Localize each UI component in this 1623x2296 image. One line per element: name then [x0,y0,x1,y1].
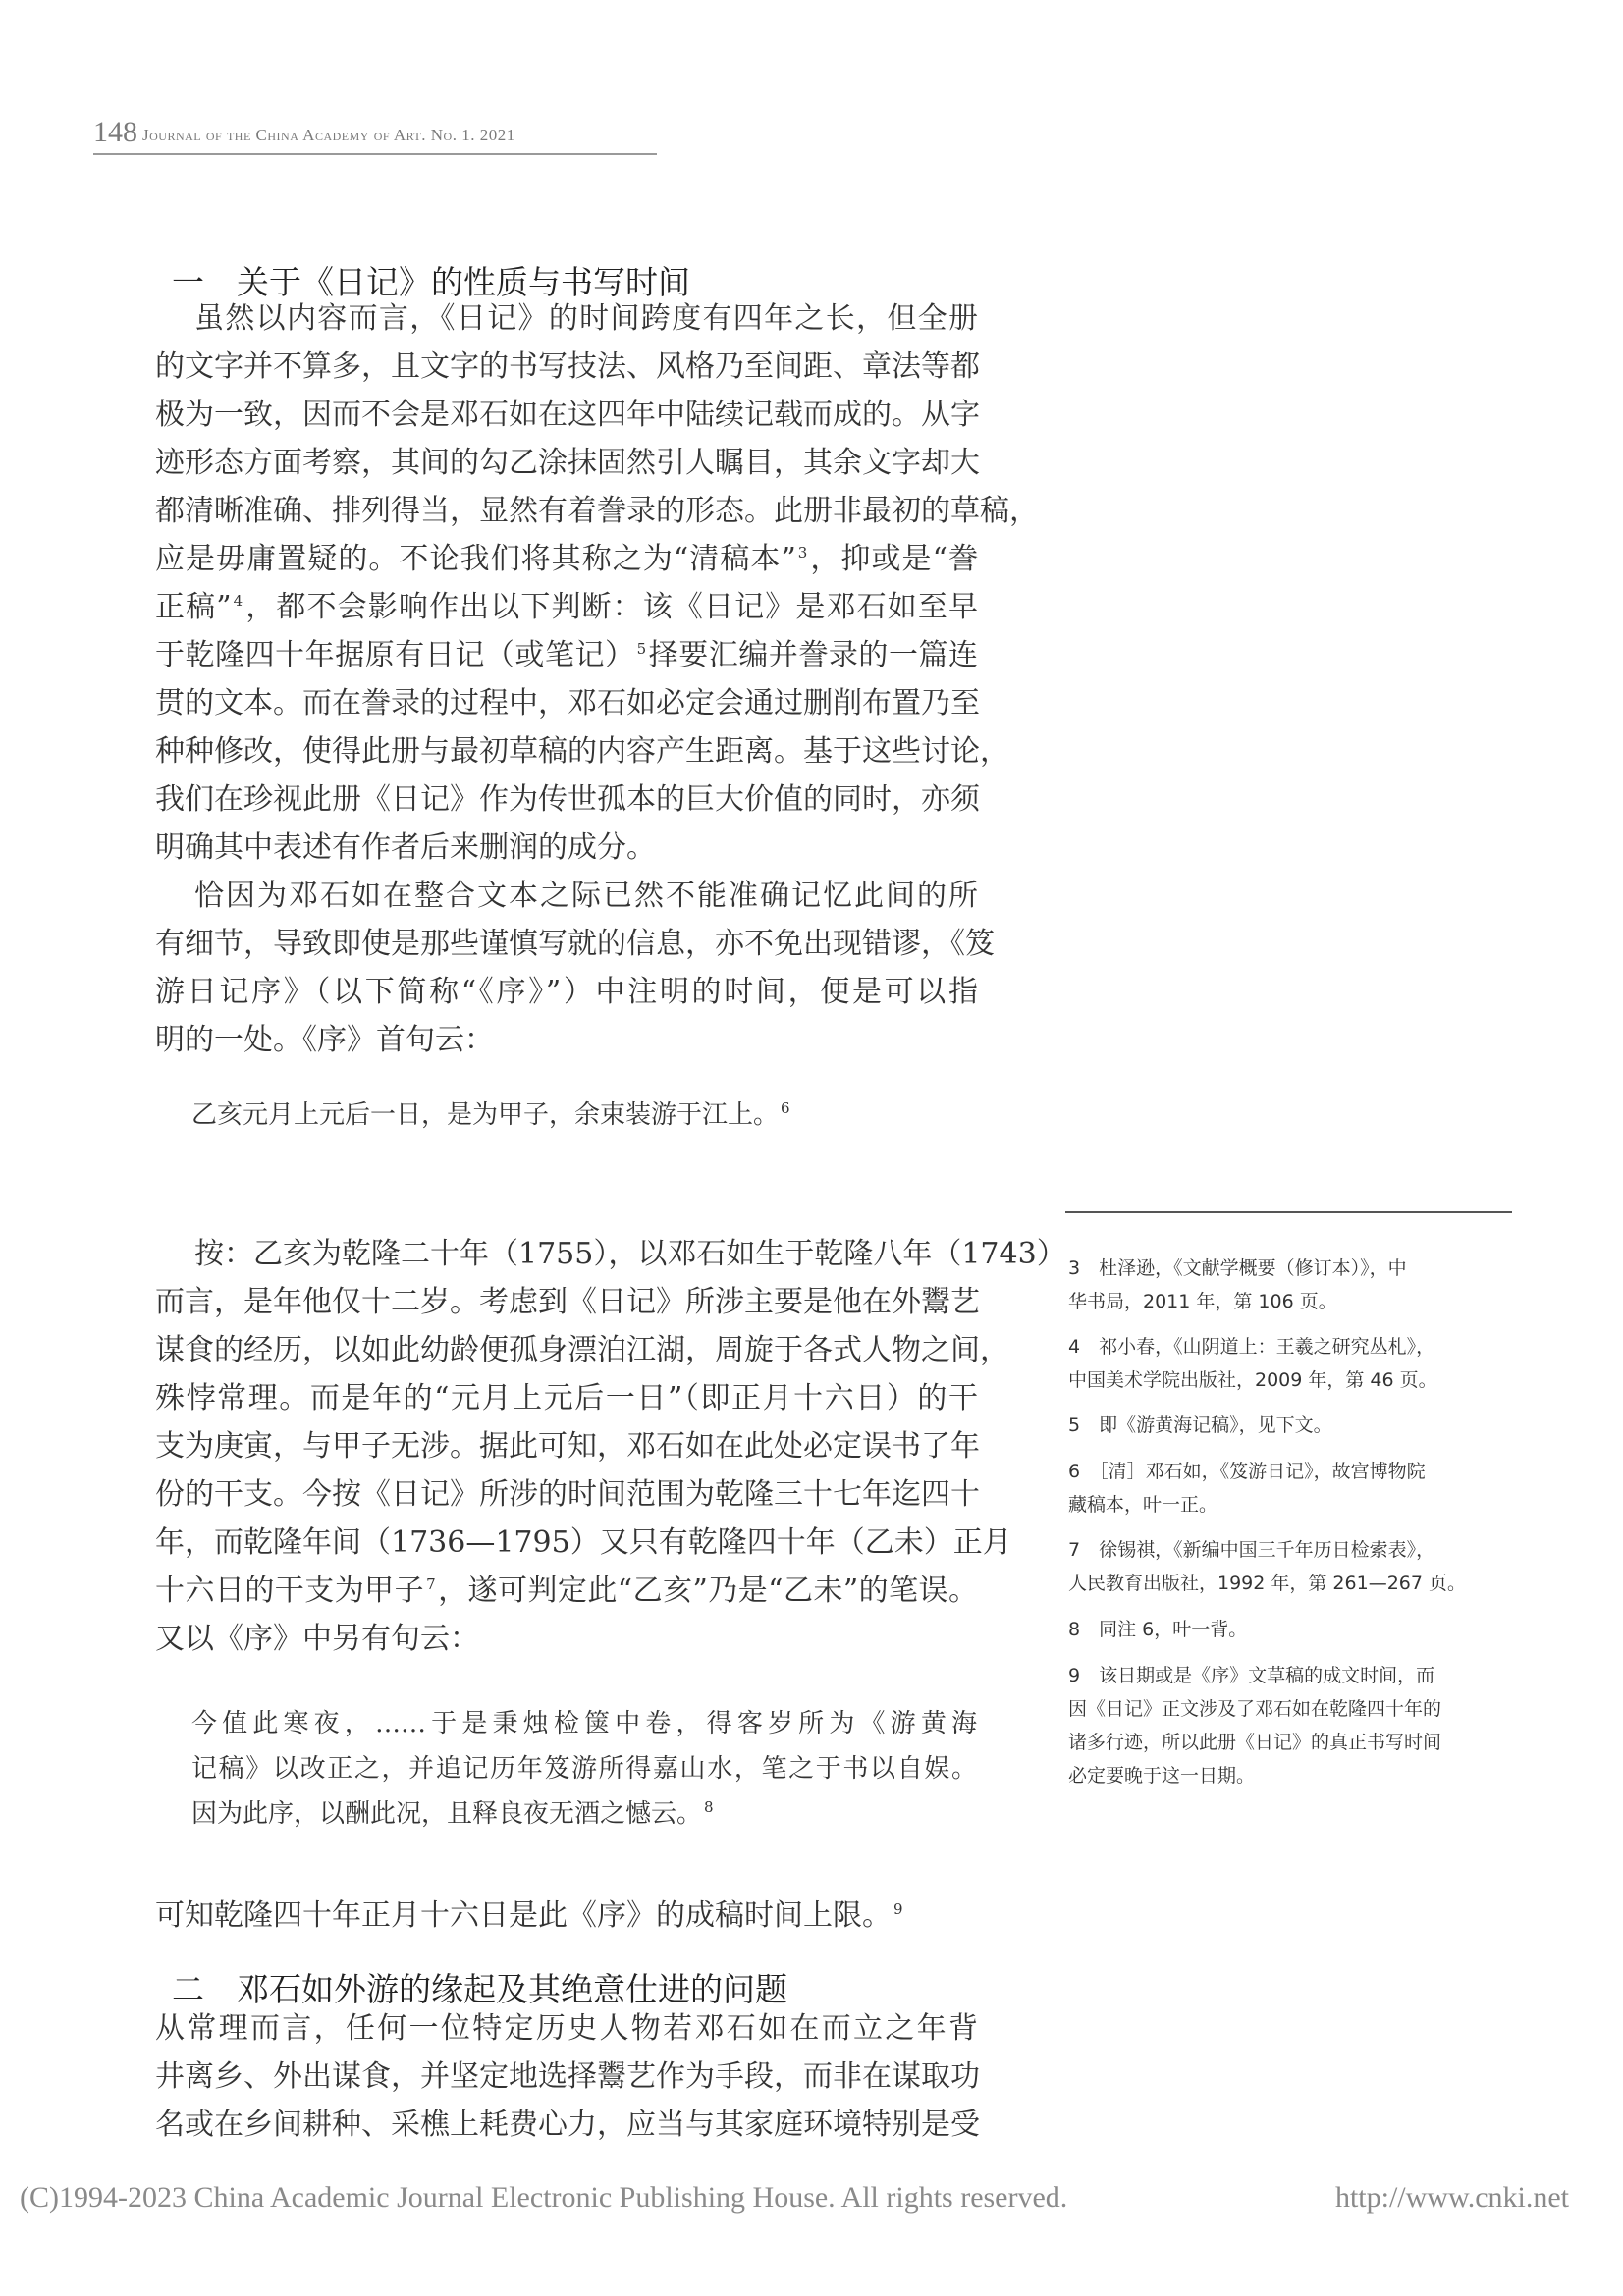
text-line: 而言，是年他仅十二岁。考虑到《日记》所涉主要是他在外鬻艺 [155,1285,980,1319]
footnote-8 [1068,1613,1512,1646]
footnote-line: 必定要晚于这一日期。 [1068,1765,1256,1787]
footnote-line: 华书局，2011 年，第 106 页。 [1068,1291,1337,1312]
text-line: 按：乙亥为乾隆二十年（1755），以邓石如生于乾隆八年（1743） [194,1237,1066,1271]
footnote-ref[interactable]: 3 [797,544,808,561]
footnote-line: 8 同注 6，叶一背。 [1068,1619,1248,1640]
text-line: 有细节，导致即使是那些谨慎写就的信息，亦不免出现错谬，《笈 [155,927,995,961]
footnote-line: 中国美术学院出版社，2009 年，第 46 页。 [1068,1369,1437,1391]
text-line: 恰因为邓石如在整合文本之际已然不能准确记忆此间的所 [194,879,978,913]
text-segment: ，都不会影响作出以下判断：该《日记》是邓石如至早 [244,590,978,624]
footnote-3 [1068,1252,1512,1318]
text-line: 又以《序》中另有句云： [155,1622,479,1656]
footnote-line: 6 ［清］邓石如，《笈游日记》，故宫博物院 [1068,1461,1426,1482]
text-line: 殊悖常理。而是年的“元月上元后一日”（即正月十六日）的干 [155,1381,978,1415]
section-heading-1: 一 关于《日记》的性质与书写时间 [172,263,690,301]
text-line: 名或在乡间耕种、采樵上耗费心力，应当与其家庭环境特别是受 [155,2108,980,2142]
text-segment: 可知乾隆四十年正月十六日是此《序》的成稿时间上限。 [155,1898,892,1933]
footnote-rule [1065,1211,1512,1213]
footnote-line: 藏稿本，叶一正。 [1068,1494,1218,1516]
text-line [155,1567,978,1615]
text-line: 游日记序》（以下简称“《序》”）中注明的时间，便是可以指 [155,975,978,1009]
text-segment: 应是毋庸置疑的。不论我们将其称之为“清稿本” [155,542,796,576]
footnote-ref[interactable]: 7 [426,1575,436,1593]
copyright-text: (C)1994-2023 China Academic Journal Electronic Publishing House. All rights reserved. [20,2181,1068,2214]
text-line [155,631,978,679]
text-line: 年，而乾隆年间（1736—1795）又只有乾隆四十年（乙未）正月 [155,1525,1012,1560]
text-line: 从常理而言，任何一位特定历史人物若邓石如在而立之年背 [155,2011,978,2046]
footnote-ref[interactable]: 8 [704,1798,714,1817]
text-segment: 因为此序，以酬此况，且释良夜无酒之憾云。 [191,1799,703,1829]
running-header [93,118,657,155]
footnote-line: 3 杜泽逊，《文献学概要（修订本）》，中 [1068,1257,1407,1279]
footnote-6 [1068,1455,1512,1522]
block-quote [191,1701,977,1837]
text-line: 谋食的经历，以如此幼龄便孤身漂泊江湖，周旋于各式人物之间， [155,1333,1009,1367]
footnote-7 [1068,1533,1512,1600]
footnote-ref[interactable]: 4 [233,592,243,610]
text-line [155,1892,978,1940]
text-line [155,535,978,583]
cnki-link[interactable]: http://www.cnki.net [1334,2181,1569,2214]
text-line: 井离乡、外出谋食，并坚定地选择鬻艺作为手段，而非在谋取功 [155,2059,980,2094]
text-segment: 十六日的干支为甲子 [155,1574,425,1608]
body-paragraph [155,872,995,1064]
footnote-4 [1068,1330,1512,1397]
footnote-line: 5 即《游黄海记稿》，见下文。 [1068,1415,1332,1436]
quote-line [191,1791,977,1837]
footnote-ref[interactable]: 6 [781,1099,790,1118]
footnote-ref[interactable]: 5 [636,640,647,658]
text-line: 极为一致，因而不会是邓石如在这四年中陆续记载而成的。从字 [155,398,980,432]
footnote-line: 9 该日期或是《序》文草稿的成文时间，而 [1068,1665,1435,1686]
body-paragraph [155,2004,978,2149]
text-line: 我们在珍视此册《日记》作为传世孤本的巨大价值的同时，亦须 [155,782,980,817]
copyright-footer [20,2181,1610,2215]
body-paragraph [155,1892,978,1940]
text-line: 份的干支。今按《日记》所涉的时间范围为乾隆三十七年迄四十 [155,1477,980,1512]
footnote-5 [1068,1409,1512,1442]
text-line [155,583,978,631]
footnote-line: 诸多行迹，所以此册《日记》的真正书写时间 [1068,1732,1442,1753]
footnote-line: 4 祁小春，《山阴道上：王羲之研究丛札》， [1068,1336,1435,1358]
quote-line: 记稿》以改正之，并追记历年笈游所得嘉山水，笔之于书以自娱。 [191,1754,977,1784]
journal-title: Journal of the China Academy of Art. No. 1. 2021 [142,126,515,144]
footnote-line: 因《日记》正文涉及了邓石如在乾隆四十年的 [1068,1698,1442,1720]
footnote-line: 7 徐锡祺，《新编中国三千年历日检索表》， [1068,1539,1435,1561]
text-segment: 择要汇编并誊录的一篇连 [648,638,979,672]
footnote-ref[interactable]: 9 [893,1900,903,1918]
footnote-line: 人民教育出版社，1992 年，第 261—267 页。 [1068,1573,1467,1594]
footnote-9 [1068,1659,1512,1792]
text-segment: 正稿” [155,590,232,624]
text-line: 贯的文本。而在誊录的过程中，邓石如必定会通过删削布置乃至 [155,686,980,721]
text-segment: ，遂可判定此“乙亥”乃是“乙未”的笔误。 [437,1574,979,1608]
quote-line: 今值此寒夜，……于是秉烛检箧中卷，得客岁所为《游黄海 [191,1709,977,1738]
block-quote [191,1093,977,1138]
text-line: 虽然以内容而言，《日记》的时间跨度有四年之长，但全册 [194,301,978,336]
text-line: 明确其中表述有作者后来删润的成分。 [155,830,656,865]
text-line: 的文字并不算多，且文字的书写技法、风格乃至间距、章法等都 [155,349,980,384]
body-paragraph [155,294,1039,872]
text-segment: 于乾隆四十年据原有日记（或笔记） [155,638,635,672]
page-number: 148 [93,116,137,148]
text-segment: 乙亥元月上元后一日，是为甲子，余束装游于江上。 [191,1100,780,1130]
body-paragraph [155,1230,1066,1663]
text-line: 明的一处。《序》首句云： [155,1023,494,1057]
text-line: 支为庚寅，与甲子无涉。据此可知，邓石如在此处必定误书了年 [155,1429,980,1464]
text-line: 迹形态方面考察，其间的勾乙涂抹固然引人瞩目，其余文字却大 [155,446,980,480]
text-line: 种种修改，使得此册与最初草稿的内容产生距离。基于这些讨论， [155,734,1009,769]
section-heading-2: 二 邓石如外游的缘起及其绝意仕进的问题 [172,1970,787,2008]
text-line: 都清晰准确、排列得当，显然有着誊录的形态。此册非最初的草稿， [155,494,1039,528]
text-segment: ，抑或是“誊 [809,542,978,576]
quote-line [191,1093,977,1138]
